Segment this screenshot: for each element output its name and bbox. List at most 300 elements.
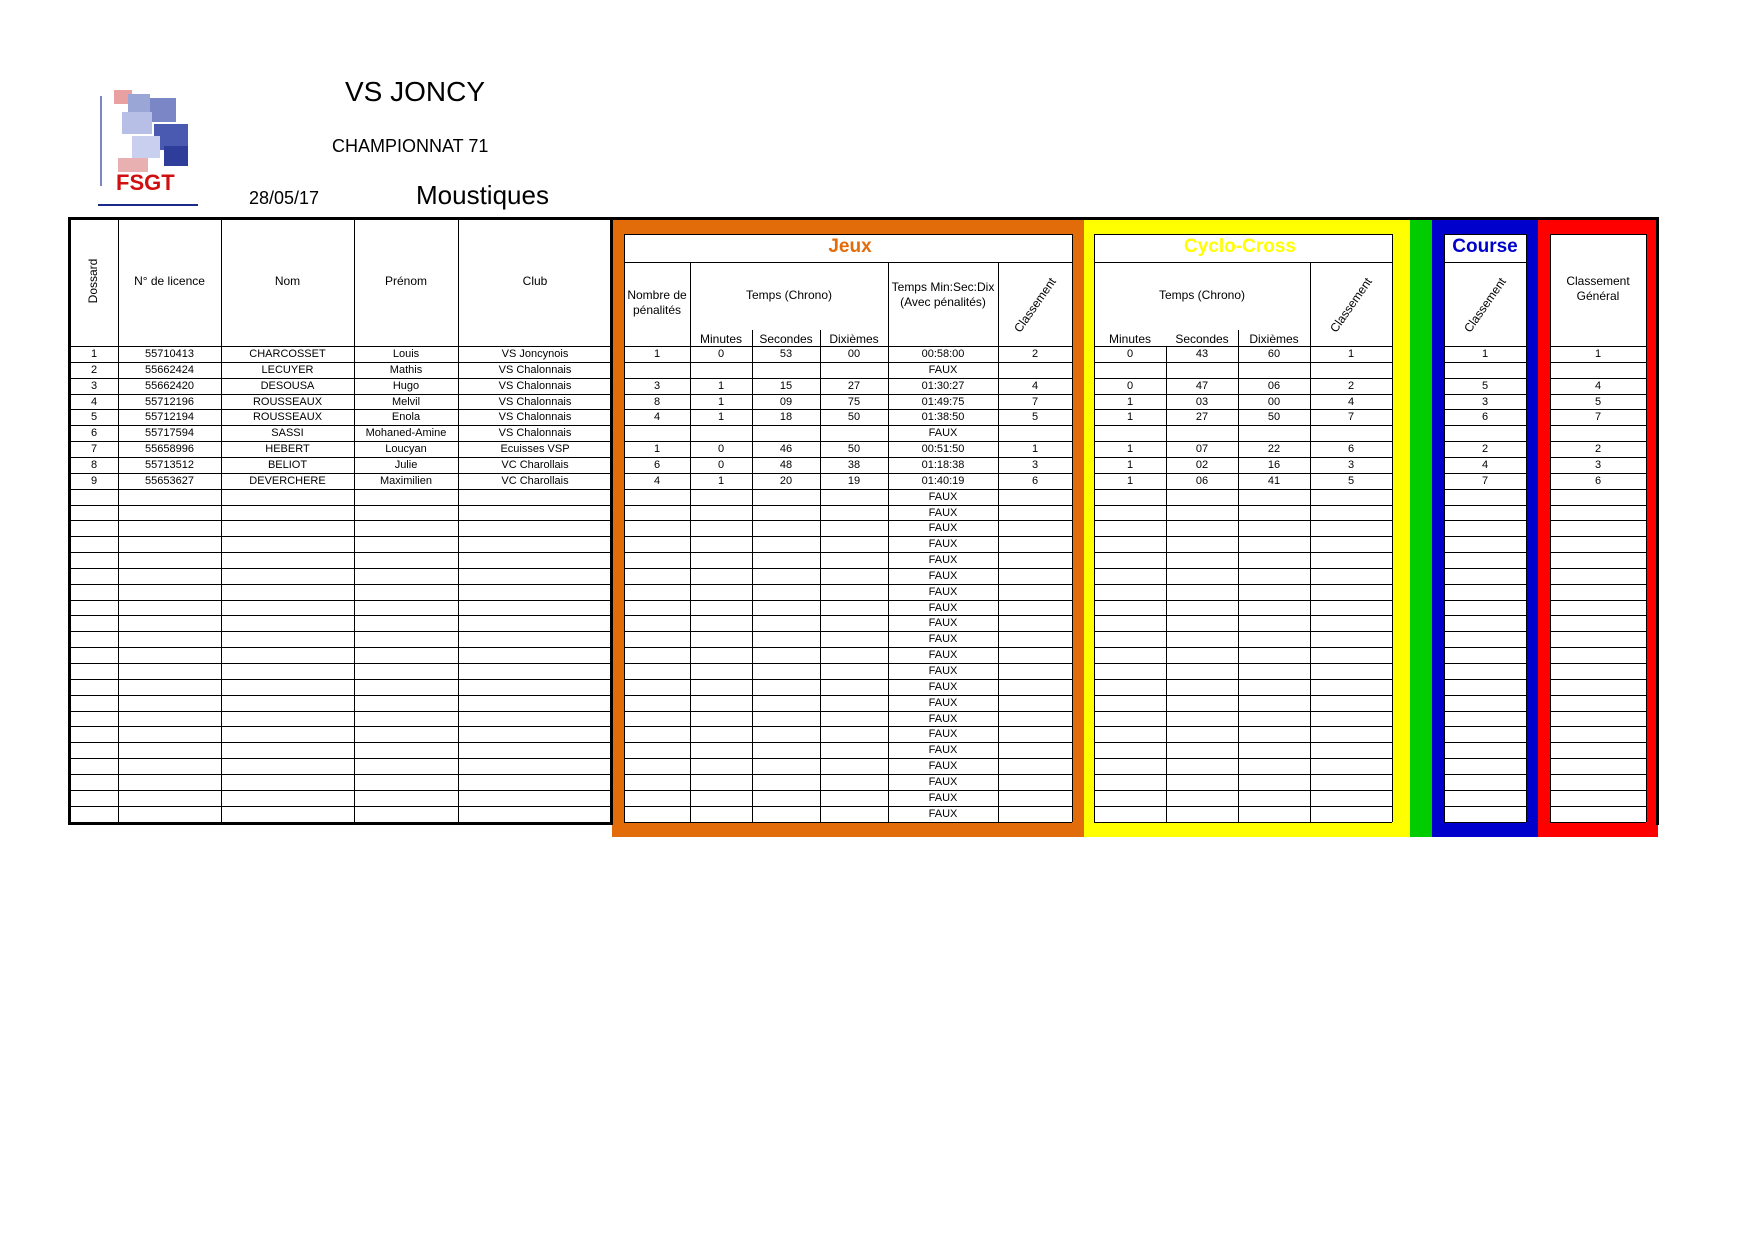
row-line — [1550, 584, 1646, 585]
cell-pen: 4 — [653, 474, 661, 487]
cell-jsec: 20 — [779, 474, 793, 487]
cell-jtot: FAUX — [928, 712, 958, 725]
cell-licence: 55710413 — [145, 348, 194, 360]
cell-course: 3 — [1481, 395, 1489, 408]
cell-cmin: 0 — [1126, 348, 1134, 360]
jeux-minutes-header: Minutes — [699, 332, 743, 346]
row-line — [1550, 362, 1646, 363]
row-line — [1094, 742, 1392, 743]
row-line — [70, 520, 612, 521]
cell-licence: 55653627 — [145, 474, 194, 487]
jeux-title: Jeux — [780, 236, 920, 258]
header-divider — [1094, 262, 1392, 263]
cell-dossard: 1 — [90, 348, 98, 360]
jeux-panel — [624, 234, 1072, 822]
row-line — [624, 822, 1072, 823]
cell-prenom: Mohaned-Amine — [365, 427, 447, 440]
row-line — [624, 647, 1072, 648]
jeux-classement-header: Classement — [1011, 275, 1059, 335]
cell-jtot: FAUX — [928, 791, 958, 804]
row-line — [1444, 615, 1526, 616]
row-line — [624, 600, 1072, 601]
row-line — [1550, 631, 1646, 632]
cell-prenom: Hugo — [392, 379, 420, 392]
row-line — [1444, 536, 1526, 537]
cell-jtot: 01:49:75 — [921, 395, 965, 408]
cell-pen: 3 — [653, 379, 661, 392]
cell-jtot: FAUX — [928, 554, 958, 567]
cell-jcl: 5 — [1031, 411, 1039, 424]
cell-csec: 03 — [1195, 395, 1209, 408]
row-line — [1550, 726, 1646, 727]
cell-gen: 1 — [1594, 348, 1602, 360]
row-line — [1550, 806, 1646, 807]
row-line — [1094, 615, 1392, 616]
row-line — [1094, 536, 1392, 537]
cell-licence: 55658996 — [145, 443, 194, 456]
cell-prenom: Louis — [392, 348, 420, 360]
cell-gen: 3 — [1594, 458, 1602, 471]
panel-vline — [1392, 234, 1393, 822]
cell-prenom: Enola — [391, 411, 421, 424]
cell-cdix: 06 — [1267, 379, 1281, 392]
cell-jtot: 01:40:19 — [921, 474, 965, 487]
row-line — [1550, 600, 1646, 601]
cell-jdix: 75 — [847, 395, 861, 408]
cell-licence: 55712194 — [145, 411, 194, 424]
cell-csec: 02 — [1195, 458, 1209, 471]
cell-gen: 7 — [1594, 411, 1602, 424]
row-line — [70, 711, 612, 712]
row-line — [70, 552, 612, 553]
cell-jtot: FAUX — [928, 506, 958, 519]
cell-csec: 47 — [1195, 379, 1209, 392]
cell-jtot: FAUX — [928, 760, 958, 773]
cell-licence: 55717594 — [145, 427, 194, 440]
cyclo-secondes-header: Secondes — [1175, 332, 1229, 346]
row-line — [624, 584, 1072, 585]
row-line — [624, 679, 1072, 680]
cyclo-dixiemes-header: Dixièmes — [1249, 332, 1299, 346]
row-line — [1550, 679, 1646, 680]
cell-jmin: 0 — [717, 458, 725, 471]
row-line — [70, 695, 612, 696]
panel-hline — [1550, 234, 1646, 235]
row-line — [624, 711, 1072, 712]
cell-cmin: 1 — [1126, 411, 1134, 424]
row-line — [1444, 600, 1526, 601]
cell-cmin: 1 — [1126, 443, 1134, 456]
row-line — [624, 726, 1072, 727]
cell-prenom: Maximilien — [380, 474, 432, 487]
row-line — [624, 663, 1072, 664]
cyclo-classement-header: Classement — [1327, 275, 1375, 335]
row-line — [70, 774, 612, 775]
row-line — [1444, 631, 1526, 632]
cell-jcl: 2 — [1031, 348, 1039, 360]
row-line — [70, 663, 612, 664]
row-line — [1444, 758, 1526, 759]
cell-jdix: 27 — [847, 379, 861, 392]
header-divider — [1444, 262, 1526, 263]
cell-jtot: FAUX — [928, 680, 958, 693]
row-line — [1444, 726, 1526, 727]
cell-ccl: 1 — [1347, 348, 1355, 360]
row-line — [624, 774, 1072, 775]
row-line — [624, 362, 1072, 363]
event-date: 28/05/17 — [249, 188, 320, 208]
cell-csec: 27 — [1195, 411, 1209, 424]
cell-jtot: FAUX — [928, 728, 958, 741]
cell-nom: DEVERCHERE — [249, 474, 326, 487]
cell-dossard: 8 — [90, 458, 98, 471]
cell-jcl: 4 — [1031, 379, 1039, 392]
fsgt-logo — [92, 86, 210, 210]
cell-dossard: 4 — [90, 395, 98, 408]
row-line — [1444, 806, 1526, 807]
cell-course: 5 — [1481, 379, 1489, 392]
cell-club: VS Chalonnais — [498, 395, 572, 408]
cell-club: Ecuisses VSP — [500, 443, 570, 456]
row-line — [70, 758, 612, 759]
cell-jdix: 50 — [847, 411, 861, 424]
cell-club: VS Chalonnais — [498, 411, 572, 424]
cell-jdix: 38 — [847, 458, 861, 471]
page-title: VS JONCY — [345, 76, 486, 107]
cell-jdix: 00 — [847, 348, 861, 360]
row-line — [1550, 742, 1646, 743]
cell-ccl: 7 — [1347, 411, 1355, 424]
row-line — [1444, 695, 1526, 696]
row-line — [1094, 552, 1392, 553]
cell-nom: SASSI — [271, 427, 304, 440]
cell-jtot: FAUX — [928, 617, 958, 630]
row-line — [1444, 663, 1526, 664]
row-line — [1094, 568, 1392, 569]
logo-lettering: FSGT — [116, 170, 175, 195]
cell-pen: 6 — [653, 458, 661, 471]
panel-vline — [1646, 234, 1647, 822]
row-line — [1550, 536, 1646, 537]
cell-jtot: 01:30:27 — [921, 379, 965, 392]
cell-prenom: Loucyan — [385, 443, 427, 456]
row-line — [70, 679, 612, 680]
cell-dossard: 5 — [90, 411, 98, 424]
green-band — [1410, 217, 1432, 837]
panel-vline — [1094, 234, 1095, 822]
cyclo-title: Cyclo-Cross — [1170, 236, 1310, 258]
row-line — [70, 615, 612, 616]
header-divider — [624, 262, 1072, 263]
cell-club: VS Chalonnais — [498, 363, 572, 376]
panel-hline — [624, 234, 1072, 235]
cell-club: VS Joncynois — [501, 348, 569, 360]
cell-jtot: FAUX — [928, 538, 958, 551]
general-panel — [1550, 234, 1646, 822]
cell-jtot: FAUX — [928, 522, 958, 535]
cell-nom: ROUSSEAUX — [252, 395, 323, 408]
row-line — [1550, 647, 1646, 648]
row-line — [70, 742, 612, 743]
cell-jmin: 1 — [717, 474, 725, 487]
row-line — [1444, 489, 1526, 490]
row-line — [1094, 679, 1392, 680]
row-line — [70, 631, 612, 632]
cyclo-chrono-header: Temps (Chrono) — [1158, 288, 1246, 302]
row-line — [1550, 822, 1646, 823]
cell-gen: 4 — [1594, 379, 1602, 392]
cell-nom: ROUSSEAUX — [252, 411, 323, 424]
row-line — [1444, 790, 1526, 791]
cell-jtot: 00:58:00 — [921, 348, 965, 360]
cell-csec: 06 — [1195, 474, 1209, 487]
panel-vline — [1526, 234, 1527, 822]
row-line — [1094, 758, 1392, 759]
cell-cdix: 16 — [1267, 458, 1281, 471]
cell-pen: 1 — [653, 348, 661, 360]
cell-licence: 55713512 — [145, 458, 194, 471]
row-line — [1094, 520, 1392, 521]
cell-licence: 55662420 — [145, 379, 194, 392]
panel-vline — [1444, 234, 1445, 822]
row-line — [70, 489, 612, 490]
cell-pen: 4 — [653, 411, 661, 424]
cell-cdix: 41 — [1267, 474, 1281, 487]
cell-nom: HEBERT — [265, 443, 310, 456]
cell-jdix: 50 — [847, 443, 861, 456]
row-line — [624, 489, 1072, 490]
row-line — [1550, 711, 1646, 712]
cell-ccl: 5 — [1347, 474, 1355, 487]
row-line — [1094, 806, 1392, 807]
row-line — [624, 615, 1072, 616]
category-title: Moustiques — [416, 180, 549, 210]
row-line — [1094, 647, 1392, 648]
cell-jtot: FAUX — [928, 427, 958, 440]
cell-dossard: 2 — [90, 363, 98, 376]
row-line — [624, 790, 1072, 791]
cell-licence: 55662424 — [145, 363, 194, 376]
cell-jtot: FAUX — [928, 490, 958, 503]
cell-course: 6 — [1481, 411, 1489, 424]
cell-gen: 6 — [1594, 474, 1602, 487]
cyclo-minutes-header: Minutes — [1108, 332, 1152, 346]
row-line — [1444, 742, 1526, 743]
row-line — [624, 742, 1072, 743]
row-line — [70, 647, 612, 648]
cell-jtot: 01:18:38 — [921, 458, 965, 471]
cell-ccl: 3 — [1347, 458, 1355, 471]
row-line — [1094, 489, 1392, 490]
cell-cdix: 22 — [1267, 443, 1281, 456]
cell-jtot: FAUX — [928, 585, 958, 598]
jeux-chrono-header: Temps (Chrono) — [745, 288, 833, 302]
cell-cdix: 50 — [1267, 411, 1281, 424]
cell-jdix: 19 — [847, 474, 861, 487]
cell-course: 2 — [1481, 443, 1489, 456]
cell-dossard: 6 — [90, 427, 98, 440]
cell-gen: 2 — [1594, 443, 1602, 456]
row-line — [624, 552, 1072, 553]
cell-cdix: 00 — [1267, 395, 1281, 408]
course-classement-header: Classement — [1461, 275, 1509, 335]
page-subtitle: CHAMPIONNAT 71 — [332, 136, 489, 156]
general-header: Classement Général — [1566, 274, 1630, 303]
cell-cmin: 1 — [1126, 458, 1134, 471]
row-line — [1550, 615, 1646, 616]
panel-hline — [1094, 234, 1392, 235]
row-line — [1444, 711, 1526, 712]
cell-jtot: FAUX — [928, 775, 958, 788]
cell-jtot: FAUX — [928, 601, 958, 614]
cell-jtot: FAUX — [928, 633, 958, 646]
row-line — [624, 695, 1072, 696]
row-line — [1444, 584, 1526, 585]
row-line — [1094, 600, 1392, 601]
row-line — [1550, 505, 1646, 506]
cell-jtot: FAUX — [928, 363, 958, 376]
row-line — [624, 425, 1072, 426]
row-line — [1550, 790, 1646, 791]
cell-dossard: 3 — [90, 379, 98, 392]
table-top-border — [68, 217, 1658, 220]
panel-hline — [1444, 234, 1526, 235]
cell-licence: 55712196 — [145, 395, 194, 408]
row-line — [1094, 695, 1392, 696]
cell-cdix: 60 — [1267, 348, 1281, 360]
cell-ccl: 4 — [1347, 395, 1355, 408]
row-line — [70, 536, 612, 537]
cell-jmin: 1 — [717, 379, 725, 392]
cell-jtot: FAUX — [928, 569, 958, 582]
row-line — [1444, 568, 1526, 569]
row-line — [1444, 520, 1526, 521]
row-line — [1094, 774, 1392, 775]
cell-prenom: Julie — [394, 458, 418, 471]
row-line — [1094, 505, 1392, 506]
row-line — [1444, 425, 1526, 426]
panel-vline — [1072, 234, 1073, 822]
cell-cmin: 1 — [1126, 395, 1134, 408]
row-line — [1550, 695, 1646, 696]
row-line — [624, 631, 1072, 632]
row-line — [1550, 552, 1646, 553]
cell-jmin: 0 — [717, 348, 725, 360]
licence-header: N° de licence — [134, 274, 205, 288]
cell-course: 1 — [1481, 348, 1489, 360]
cell-jcl: 6 — [1031, 474, 1039, 487]
row-line — [1550, 568, 1646, 569]
cell-dossard: 7 — [90, 443, 98, 456]
row-line — [1444, 362, 1526, 363]
row-line — [1550, 663, 1646, 664]
row-line — [1094, 711, 1392, 712]
cell-course: 4 — [1481, 458, 1489, 471]
cell-cmin: 1 — [1126, 474, 1134, 487]
course-panel — [1444, 234, 1526, 822]
cell-course: 7 — [1481, 474, 1489, 487]
jeux-dixiemes-header: Dixièmes — [829, 332, 879, 346]
row-line — [1444, 505, 1526, 506]
cell-nom: BELIOT — [267, 458, 308, 471]
row-line — [70, 822, 612, 823]
cell-csec: 07 — [1195, 443, 1209, 456]
club-header: Club — [522, 274, 548, 288]
row-line — [1550, 758, 1646, 759]
penalites-header: Nombre de pénalités — [627, 288, 687, 317]
row-line — [624, 536, 1072, 537]
cell-nom: DESOUSA — [260, 379, 315, 392]
cell-jsec: 48 — [779, 458, 793, 471]
row-line — [70, 790, 612, 791]
panel-vline — [624, 234, 625, 822]
cell-jsec: 53 — [779, 348, 793, 360]
cell-csec: 43 — [1195, 348, 1209, 360]
row-line — [1550, 425, 1646, 426]
cell-jsec: 46 — [779, 443, 793, 456]
cell-jtot: FAUX — [928, 696, 958, 709]
row-line — [1550, 489, 1646, 490]
cell-jmin: 0 — [717, 443, 725, 456]
cell-dossard: 9 — [90, 474, 98, 487]
cell-jsec: 15 — [779, 379, 793, 392]
cell-gen: 5 — [1594, 395, 1602, 408]
cell-jsec: 18 — [779, 411, 793, 424]
row-line — [1444, 774, 1526, 775]
cell-pen: 8 — [653, 395, 661, 408]
row-line — [70, 726, 612, 727]
row-line — [70, 584, 612, 585]
row-line — [1550, 774, 1646, 775]
cell-club: VC Charollais — [501, 474, 569, 487]
cell-jtot: 01:38:50 — [921, 411, 965, 424]
table-right-border — [1656, 217, 1659, 825]
row-line — [70, 600, 612, 601]
row-line — [624, 520, 1072, 521]
panel-vline — [1550, 234, 1551, 822]
course-title: Course — [1446, 236, 1524, 258]
cell-jcl: 3 — [1031, 458, 1039, 471]
row-line — [70, 505, 612, 506]
cell-jcl: 1 — [1031, 443, 1039, 456]
cell-club: VS Chalonnais — [498, 379, 572, 392]
row-line — [1094, 726, 1392, 727]
row-line — [70, 568, 612, 569]
cell-jcl: 7 — [1031, 395, 1039, 408]
cell-ccl: 2 — [1347, 379, 1355, 392]
prenom-header: Prénom — [384, 274, 428, 288]
cell-jtot: FAUX — [928, 807, 958, 820]
row-line — [1094, 362, 1392, 363]
row-line — [1444, 822, 1526, 823]
dossard-header: Dossard — [86, 258, 100, 304]
cell-pen: 1 — [653, 443, 661, 456]
row-line — [1094, 631, 1392, 632]
cell-jtot: FAUX — [928, 744, 958, 757]
row-line — [624, 806, 1072, 807]
cell-jmin: 1 — [717, 395, 725, 408]
row-line — [1444, 552, 1526, 553]
row-line — [1444, 679, 1526, 680]
cell-jtot: FAUX — [928, 649, 958, 662]
cell-cmin: 0 — [1126, 379, 1134, 392]
row-line — [1094, 790, 1392, 791]
cell-club: VC Charollais — [501, 458, 569, 471]
cell-nom: CHARCOSSET — [249, 348, 326, 360]
row-line — [1444, 647, 1526, 648]
cell-ccl: 6 — [1347, 443, 1355, 456]
row-line — [1094, 425, 1392, 426]
